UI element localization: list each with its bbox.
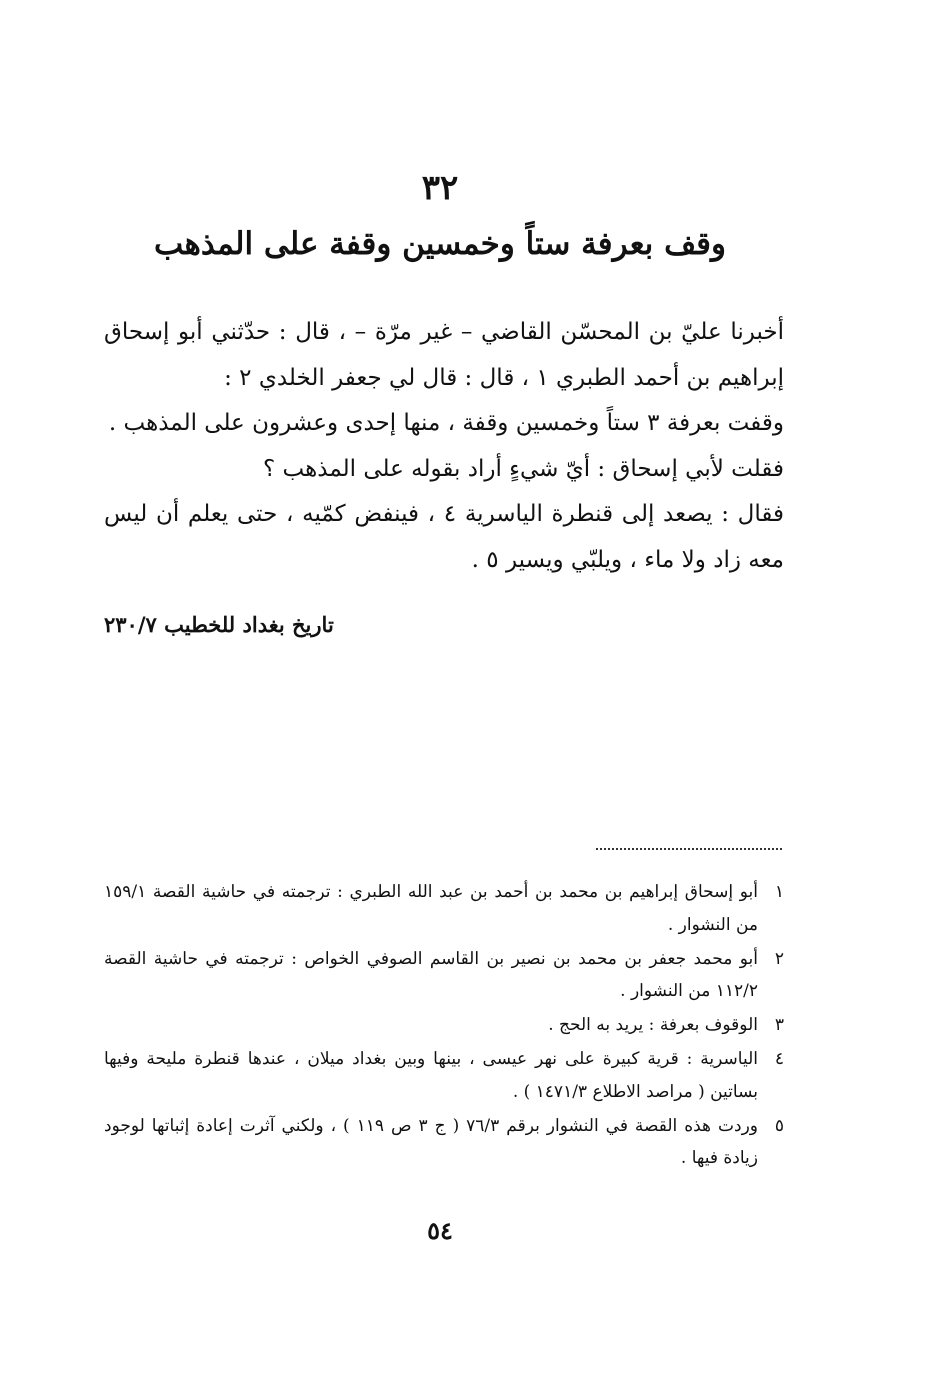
footnote-item [104, 1043, 784, 1108]
footnote-number: ١ [774, 882, 784, 902]
story-number: ٣٢ [421, 168, 459, 208]
footnote-text: الوقوف بعرفة : يريد به الحج . [548, 1015, 758, 1035]
footnote-item [104, 876, 784, 941]
footnote-number: ٤ [774, 1049, 784, 1069]
footnote-text: الياسرية : قرية كبيرة على نهر عيسى ، بينها وبين بغداد ميلان ، عندها قنطرة مليحة وفيها بساتين ( مراصد الاطلاع ١٤٧١/٣ ) . [104, 1049, 758, 1102]
source-citation: تاريخ بغداد للخطيب ٢٣٠/٧ [104, 612, 334, 637]
footnote-separator [596, 848, 782, 850]
story-paragraph: فقلت لأبي إسحاق : أيّ شيءٍ أراد بقوله على المذهب ؟ [263, 455, 784, 482]
footnote-item [104, 943, 784, 1008]
story-paragraph: وقفت بعرفة ٣ ستاً وخمسين وقفة ، منها إحدى وعشرون على المذهب . [108, 410, 784, 436]
footnote-item [104, 1110, 784, 1175]
footnote-number: ٥ [774, 1115, 784, 1136]
footnote-number: ٣ [774, 1015, 784, 1035]
footnotes [104, 876, 784, 1176]
page-number: ٥٤ [427, 1216, 453, 1245]
footnote-text: أبو إسحاق إبراهيم بن محمد بن أحمد بن عبد الله الطبري : ترجمته في حاشية القصة ١٥٩/١ من النشوار . [104, 882, 758, 935]
footnote-text: أبو محمد جعفر بن محمد بن نصير بن القاسم الصوفي الخواص : ترجمته في حاشية القصة ١١٢/٢ من النشوار . [104, 948, 758, 1001]
footnote-text: وردت هذه القصة في النشوار برقم ٧٦/٣ ( ج ٣ ص ١١٩ ) ، ولكني آثرت إعادة إثباتها لوجود زيادة فيها . [104, 1115, 758, 1168]
story-body [104, 310, 784, 583]
story-paragraph: أخبرنا عليّ بن المحسّن القاضي – غير مرّة – ، قال : حدّثني أبو إسحاق إبراهيم بن أحمد الطبري ١ ، قال : قال لي جعفر الخلدي ٢ : [104, 319, 784, 391]
footnote-item [104, 1009, 784, 1042]
story-paragraph: فقال : يصعد إلى قنطرة الياسرية ٤ ، فينفض كمّيه ، حتى يعلم أن ليس معه زاد ولا ماء ، ويلبّي ويسير ٥ . [104, 501, 784, 573]
footnote-number: ٢ [774, 948, 784, 969]
story-title: وقف بعرفة ستاً وخمسين وقفة على المذهب [154, 226, 726, 262]
